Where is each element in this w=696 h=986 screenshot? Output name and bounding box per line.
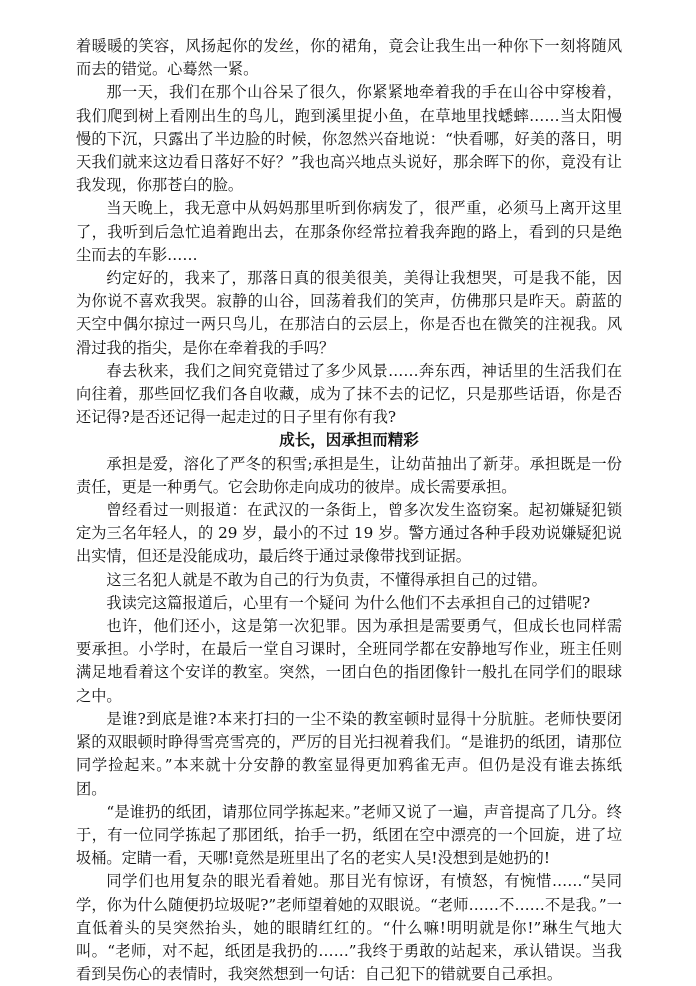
paragraph: “是谁扔的纸团，请那位同学拣起来。”老师又说了一遍，声音提高了几分。终于，有一位同学拣起了那团纸，抬手一扔，纸团在空中漂亮的一个回旋，进了垃圾桶。定睛一看，天哪!竟然是班里出了名的老实人吴!没想到是她扔的! [76,802,622,868]
paragraph: 当天晚上，我无意中从妈妈那里听到你病发了，很严重，必须马上离开这里了，我听到后急忙追着跑出去，在那条你经常拉着我奔跑的路上，看到的只是绝尘而去的车影…… [76,199,622,264]
paragraph: 是谁?到底是谁?本来打扫的一尘不染的教室顿时显得十分肮脏。老师快要闭紧的双眼顿时睁得雪亮雪亮的，严厉的目光扫视着我们。“是谁扔的纸团，请那位同学捡起来。”本来就十分安静的教室显得更加鸦雀无声。但仍是没有谁去拣纸团。 [76,709,622,798]
paragraph: 春去秋来，我们之间究竟错过了多少风景……奔东西，神话里的生活我们在向往着，那些回忆我们各自收藏，成为了抹不去的记忆，只是那些话语，你是否还记得?是否还记得一起走过的日子里有你有我? [76,361,622,427]
paragraph: 也许，他们还小，这是第一次犯罪。因为承担是需要勇气，但成长也同样需要承担。小学时，在最后一堂自习课时，全班同学都在安静地写作业，班主任则满足地看着这个安详的教室。突然，一团白色的指团像针一般扎在同学们的眼球之中。 [76,617,622,705]
section-heading: 成长，因承担而精彩 [279,431,419,450]
paragraph: 那一天，我们在那个山谷呆了很久，你紧紧地牵着我的手在山谷中穿梭着，我们爬到树上看刚出生的鸟儿，跑到溪里捉小鱼，在草地里找蟋蟀……当太阳慢慢的下沉，只露出了半边脸的时候，你忽然兴奋地说：“快看哪，好美的落日，明天我们就来这边看日落好不好？”我也高兴地点头说好，那余晖下的你，竟没有让我发现，你那苍白的脸。 [76,83,622,195]
paragraph: 曾经看过一则报道：在武汉的一条街上，曾多次发生盗窃案。起初嫌疑犯锁定为三名年轻人，的 29 岁，最小的不过 19 岁。警方通过各种手段劝说嫌疑犯说出实情，但还是没能成功，最后终于通过录像带找到证据。 [76,501,622,566]
paragraph: 这三名犯人就是不敢为自己的行为负责，不懂得承担自己的过错。 [106,570,547,589]
paragraph: 约定好的，我来了，那落日真的很美很美，美得让我想哭，可是我不能，因为你说不喜欢我哭。寂静的山谷，回荡着我们的笑声，仿佛那只是昨天。蔚蓝的天空中偶尔掠过一两只鸟儿，在那洁白的云层上，你是否也在微笑的注视我。风滑过我的指尖，是你在牵着我的手吗？ [76,269,622,357]
paragraph: 着暖暖的笑容，风扬起你的发丝，你的裙角，竟会让我生出一种你下一刻将随风而去的错觉。心蓦然一紧。 [76,37,622,79]
paragraph: 承担是爱，溶化了严冬的积雪;承担是生，让幼苗抽出了新芽。承担既是一份责任，更是一种勇气。它会助你走向成功的彼岸。成长需要承担。 [76,454,622,496]
paragraph: 同学们也用复杂的眼光看着她。那目光有惊讶，有愤怒，有惋惜……“吴同学，你为什么随便扔垃圾呢?”老师望着她的双眼说。“老师……不……不是我。”一直低着头的吴突然抬头，她的眼睛红红的。“什么嘛!明明就是你!”琳生气地大叫。“老师，对不起，纸团是我扔的……”我终于勇敢的站起来，承认错误。当我看到吴伤心的表情时，我突然想到一句话：自己犯下的错就要自己承担。 [76,872,622,984]
paragraph: 我读完这篇报道后，心里有一个疑问 为什么他们不去承担自己的过错呢? [106,593,591,612]
